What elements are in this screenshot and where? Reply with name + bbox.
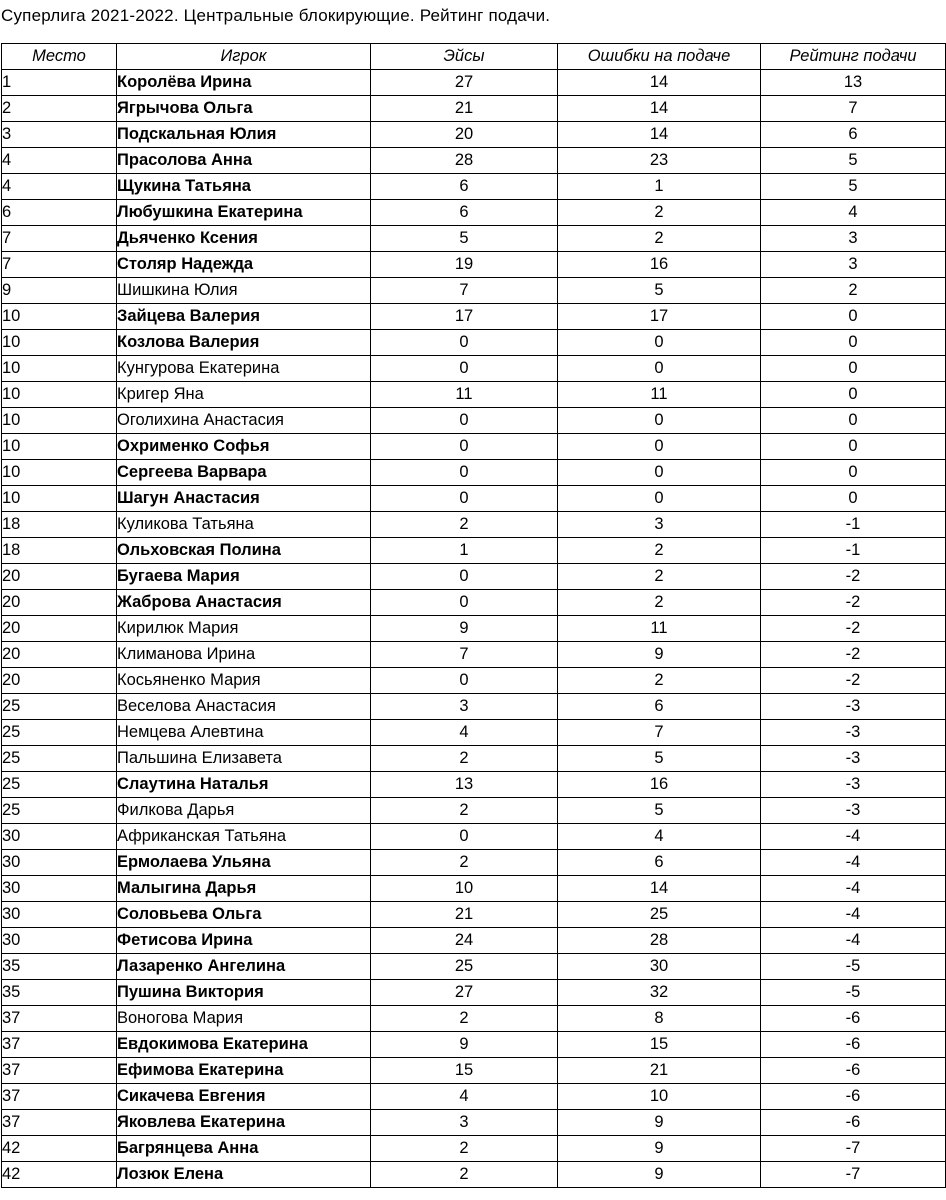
cell-place: 30 xyxy=(2,876,117,902)
cell-serve-errors: 0 xyxy=(558,356,761,382)
table-row xyxy=(2,720,946,746)
table-body xyxy=(2,70,946,1188)
table-row xyxy=(2,538,946,564)
table-row xyxy=(2,174,946,200)
cell-aces: 6 xyxy=(371,174,558,200)
table-row xyxy=(2,824,946,850)
cell-player-name: Кунгурова Екатерина xyxy=(117,356,371,382)
cell-player-name: Кирилюк Мария xyxy=(117,616,371,642)
cell-serve-errors: 9 xyxy=(558,1162,761,1188)
cell-serve-errors: 11 xyxy=(558,382,761,408)
cell-player-name: Козлова Валерия xyxy=(117,330,371,356)
cell-aces: 2 xyxy=(371,850,558,876)
cell-aces: 25 xyxy=(371,954,558,980)
cell-serve-errors: 9 xyxy=(558,1110,761,1136)
cell-serve-rating: -4 xyxy=(761,876,946,902)
cell-serve-errors: 14 xyxy=(558,122,761,148)
table-row xyxy=(2,1162,946,1188)
cell-player-name: Зайцева Валерия xyxy=(117,304,371,330)
cell-serve-errors: 0 xyxy=(558,460,761,486)
table-row xyxy=(2,148,946,174)
cell-serve-rating: 2 xyxy=(761,278,946,304)
cell-place: 37 xyxy=(2,1006,117,1032)
cell-serve-rating: -2 xyxy=(761,564,946,590)
table-row xyxy=(2,694,946,720)
cell-place: 10 xyxy=(2,356,117,382)
cell-serve-rating: -1 xyxy=(761,512,946,538)
table-row xyxy=(2,1006,946,1032)
cell-place: 18 xyxy=(2,538,117,564)
cell-serve-rating: 4 xyxy=(761,200,946,226)
cell-place: 37 xyxy=(2,1032,117,1058)
table-row xyxy=(2,356,946,382)
cell-aces: 0 xyxy=(371,330,558,356)
cell-serve-rating: 7 xyxy=(761,96,946,122)
cell-place: 10 xyxy=(2,460,117,486)
cell-serve-rating: -2 xyxy=(761,590,946,616)
cell-serve-rating: -3 xyxy=(761,720,946,746)
cell-place: 42 xyxy=(2,1136,117,1162)
header-row xyxy=(2,44,946,70)
table-row xyxy=(2,798,946,824)
cell-serve-errors: 3 xyxy=(558,512,761,538)
cell-serve-rating: -2 xyxy=(761,616,946,642)
cell-place: 7 xyxy=(2,226,117,252)
cell-aces: 2 xyxy=(371,746,558,772)
cell-serve-rating: 0 xyxy=(761,304,946,330)
cell-player-name: Оголихина Анастасия xyxy=(117,408,371,434)
cell-serve-rating: 6 xyxy=(761,122,946,148)
cell-serve-errors: 14 xyxy=(558,876,761,902)
cell-aces: 0 xyxy=(371,434,558,460)
cell-serve-rating: -2 xyxy=(761,668,946,694)
cell-serve-rating: 0 xyxy=(761,382,946,408)
cell-aces: 2 xyxy=(371,1136,558,1162)
table-row xyxy=(2,590,946,616)
cell-place: 42 xyxy=(2,1162,117,1188)
cell-serve-rating: -3 xyxy=(761,746,946,772)
cell-serve-errors: 14 xyxy=(558,70,761,96)
column-header-player: Игрок xyxy=(117,44,371,70)
cell-serve-rating: 0 xyxy=(761,460,946,486)
cell-serve-errors: 6 xyxy=(558,694,761,720)
cell-serve-errors: 16 xyxy=(558,252,761,278)
table-row xyxy=(2,226,946,252)
cell-aces: 0 xyxy=(371,408,558,434)
table-row xyxy=(2,850,946,876)
cell-serve-rating: -6 xyxy=(761,1032,946,1058)
cell-aces: 0 xyxy=(371,590,558,616)
cell-player-name: Соловьева Ольга xyxy=(117,902,371,928)
table-row xyxy=(2,252,946,278)
cell-place: 35 xyxy=(2,980,117,1006)
cell-player-name: Яковлева Екатерина xyxy=(117,1110,371,1136)
cell-serve-errors: 0 xyxy=(558,408,761,434)
table-row xyxy=(2,954,946,980)
cell-place: 20 xyxy=(2,590,117,616)
cell-player-name: Кригер Яна xyxy=(117,382,371,408)
cell-serve-rating: 0 xyxy=(761,408,946,434)
cell-place: 30 xyxy=(2,902,117,928)
cell-aces: 4 xyxy=(371,1084,558,1110)
cell-place: 25 xyxy=(2,694,117,720)
table-row xyxy=(2,460,946,486)
cell-player-name: Ермолаева Ульяна xyxy=(117,850,371,876)
table-row xyxy=(2,902,946,928)
cell-aces: 21 xyxy=(371,96,558,122)
cell-player-name: Сикачева Евгения xyxy=(117,1084,371,1110)
cell-serve-errors: 5 xyxy=(558,746,761,772)
cell-player-name: Щукина Татьяна xyxy=(117,174,371,200)
cell-serve-errors: 32 xyxy=(558,980,761,1006)
cell-serve-rating: -6 xyxy=(761,1058,946,1084)
cell-serve-errors: 2 xyxy=(558,538,761,564)
cell-serve-errors: 5 xyxy=(558,798,761,824)
table-row xyxy=(2,642,946,668)
cell-player-name: Любушкина Екатерина xyxy=(117,200,371,226)
cell-serve-rating: -7 xyxy=(761,1162,946,1188)
cell-player-name: Жаброва Анастасия xyxy=(117,590,371,616)
cell-player-name: Лазаренко Ангелина xyxy=(117,954,371,980)
cell-place: 10 xyxy=(2,382,117,408)
table-row xyxy=(2,1110,946,1136)
cell-player-name: Ефимова Екатерина xyxy=(117,1058,371,1084)
cell-serve-errors: 6 xyxy=(558,850,761,876)
cell-player-name: Ольховская Полина xyxy=(117,538,371,564)
cell-aces: 0 xyxy=(371,486,558,512)
column-header-place: Место xyxy=(2,44,117,70)
cell-serve-rating: 5 xyxy=(761,174,946,200)
cell-serve-errors: 25 xyxy=(558,902,761,928)
cell-serve-rating: -6 xyxy=(761,1084,946,1110)
cell-serve-errors: 2 xyxy=(558,200,761,226)
table-header xyxy=(2,44,946,70)
cell-serve-rating: 13 xyxy=(761,70,946,96)
cell-aces: 0 xyxy=(371,668,558,694)
table-row xyxy=(2,928,946,954)
cell-place: 18 xyxy=(2,512,117,538)
cell-serve-errors: 4 xyxy=(558,824,761,850)
cell-serve-errors: 21 xyxy=(558,1058,761,1084)
cell-place: 37 xyxy=(2,1110,117,1136)
cell-serve-rating: -2 xyxy=(761,642,946,668)
serve-rating-table xyxy=(1,43,946,1188)
cell-serve-rating: -6 xyxy=(761,1006,946,1032)
cell-serve-errors: 28 xyxy=(558,928,761,954)
cell-place: 4 xyxy=(2,174,117,200)
cell-player-name: Немцева Алевтина xyxy=(117,720,371,746)
cell-serve-rating: -3 xyxy=(761,694,946,720)
cell-serve-rating: -4 xyxy=(761,928,946,954)
cell-aces: 15 xyxy=(371,1058,558,1084)
cell-serve-errors: 8 xyxy=(558,1006,761,1032)
cell-serve-errors: 7 xyxy=(558,720,761,746)
cell-serve-errors: 10 xyxy=(558,1084,761,1110)
cell-serve-errors: 17 xyxy=(558,304,761,330)
cell-serve-rating: 0 xyxy=(761,356,946,382)
cell-place: 20 xyxy=(2,642,117,668)
cell-serve-errors: 0 xyxy=(558,434,761,460)
cell-serve-rating: -5 xyxy=(761,980,946,1006)
cell-player-name: Бугаева Мария xyxy=(117,564,371,590)
cell-aces: 4 xyxy=(371,720,558,746)
cell-serve-rating: -4 xyxy=(761,902,946,928)
cell-serve-rating: -4 xyxy=(761,850,946,876)
cell-place: 7 xyxy=(2,252,117,278)
cell-place: 10 xyxy=(2,486,117,512)
cell-aces: 27 xyxy=(371,70,558,96)
cell-serve-rating: 0 xyxy=(761,330,946,356)
cell-place: 9 xyxy=(2,278,117,304)
cell-player-name: Королёва Ирина xyxy=(117,70,371,96)
cell-player-name: Евдокимова Екатерина xyxy=(117,1032,371,1058)
cell-aces: 20 xyxy=(371,122,558,148)
cell-player-name: Фетисова Ирина xyxy=(117,928,371,954)
page-title: Суперлига 2021-2022. Центральные блокирующие. Рейтинг подачи. xyxy=(1,6,551,25)
column-header-serve-errors: Ошибки на подаче xyxy=(558,44,761,70)
cell-place: 25 xyxy=(2,798,117,824)
cell-aces: 13 xyxy=(371,772,558,798)
cell-aces: 0 xyxy=(371,824,558,850)
cell-serve-errors: 2 xyxy=(558,668,761,694)
cell-aces: 3 xyxy=(371,1110,558,1136)
table-row xyxy=(2,512,946,538)
cell-aces: 6 xyxy=(371,200,558,226)
cell-place: 10 xyxy=(2,408,117,434)
cell-place: 25 xyxy=(2,772,117,798)
table-row xyxy=(2,70,946,96)
cell-player-name: Столяр Надежда xyxy=(117,252,371,278)
table-row xyxy=(2,1032,946,1058)
cell-player-name: Прасолова Анна xyxy=(117,148,371,174)
cell-serve-errors: 2 xyxy=(558,590,761,616)
cell-place: 25 xyxy=(2,746,117,772)
cell-place: 3 xyxy=(2,122,117,148)
table-row xyxy=(2,382,946,408)
cell-aces: 0 xyxy=(371,356,558,382)
table-row xyxy=(2,668,946,694)
cell-aces: 7 xyxy=(371,642,558,668)
cell-place: 35 xyxy=(2,954,117,980)
table-row xyxy=(2,278,946,304)
cell-aces: 0 xyxy=(371,460,558,486)
table-row xyxy=(2,122,946,148)
cell-serve-errors: 23 xyxy=(558,148,761,174)
cell-serve-rating: 0 xyxy=(761,434,946,460)
cell-serve-errors: 9 xyxy=(558,1136,761,1162)
cell-player-name: Веселова Анастасия xyxy=(117,694,371,720)
cell-aces: 0 xyxy=(371,564,558,590)
cell-player-name: Воногова Мария xyxy=(117,1006,371,1032)
table-row xyxy=(2,980,946,1006)
cell-place: 20 xyxy=(2,564,117,590)
cell-serve-rating: -6 xyxy=(761,1110,946,1136)
cell-serve-rating: -1 xyxy=(761,538,946,564)
column-header-aces: Эйсы xyxy=(371,44,558,70)
table-row xyxy=(2,408,946,434)
cell-serve-errors: 5 xyxy=(558,278,761,304)
cell-serve-errors: 0 xyxy=(558,330,761,356)
cell-place: 2 xyxy=(2,96,117,122)
cell-aces: 1 xyxy=(371,538,558,564)
cell-player-name: Ягрычова Ольга xyxy=(117,96,371,122)
cell-player-name: Слаутина Наталья xyxy=(117,772,371,798)
cell-player-name: Охрименко Софья xyxy=(117,434,371,460)
cell-serve-errors: 30 xyxy=(558,954,761,980)
table-row xyxy=(2,486,946,512)
table-row xyxy=(2,330,946,356)
cell-aces: 28 xyxy=(371,148,558,174)
table-row xyxy=(2,876,946,902)
cell-aces: 2 xyxy=(371,512,558,538)
cell-aces: 5 xyxy=(371,226,558,252)
cell-serve-errors: 11 xyxy=(558,616,761,642)
cell-aces: 21 xyxy=(371,902,558,928)
cell-player-name: Косьяненко Мария xyxy=(117,668,371,694)
cell-place: 4 xyxy=(2,148,117,174)
table-row xyxy=(2,1084,946,1110)
cell-player-name: Филкова Дарья xyxy=(117,798,371,824)
table-row xyxy=(2,96,946,122)
cell-aces: 9 xyxy=(371,616,558,642)
cell-aces: 3 xyxy=(371,694,558,720)
cell-serve-rating: 3 xyxy=(761,252,946,278)
cell-serve-rating: 3 xyxy=(761,226,946,252)
cell-serve-errors: 9 xyxy=(558,642,761,668)
cell-place: 20 xyxy=(2,616,117,642)
cell-player-name: Багрянцева Анна xyxy=(117,1136,371,1162)
table-row xyxy=(2,200,946,226)
cell-player-name: Пальшина Елизавета xyxy=(117,746,371,772)
cell-place: 10 xyxy=(2,304,117,330)
cell-aces: 11 xyxy=(371,382,558,408)
cell-serve-errors: 2 xyxy=(558,564,761,590)
cell-aces: 7 xyxy=(371,278,558,304)
cell-player-name: Шагун Анастасия xyxy=(117,486,371,512)
cell-player-name: Сергеева Варвара xyxy=(117,460,371,486)
cell-aces: 27 xyxy=(371,980,558,1006)
cell-serve-errors: 14 xyxy=(558,96,761,122)
cell-aces: 2 xyxy=(371,1006,558,1032)
cell-place: 10 xyxy=(2,330,117,356)
cell-aces: 19 xyxy=(371,252,558,278)
cell-player-name: Малыгина Дарья xyxy=(117,876,371,902)
cell-player-name: Пушина Виктория xyxy=(117,980,371,1006)
table-row xyxy=(2,1058,946,1084)
cell-place: 20 xyxy=(2,668,117,694)
cell-serve-rating: 5 xyxy=(761,148,946,174)
cell-place: 30 xyxy=(2,928,117,954)
cell-player-name: Лозюк Елена xyxy=(117,1162,371,1188)
cell-player-name: Климанова Ирина xyxy=(117,642,371,668)
cell-aces: 10 xyxy=(371,876,558,902)
cell-serve-errors: 0 xyxy=(558,486,761,512)
cell-aces: 2 xyxy=(371,798,558,824)
cell-player-name: Дьяченко Ксения xyxy=(117,226,371,252)
cell-place: 30 xyxy=(2,850,117,876)
cell-place: 30 xyxy=(2,824,117,850)
table-row xyxy=(2,564,946,590)
table-row xyxy=(2,1136,946,1162)
cell-aces: 17 xyxy=(371,304,558,330)
cell-place: 25 xyxy=(2,720,117,746)
cell-serve-rating: -5 xyxy=(761,954,946,980)
cell-serve-rating: -7 xyxy=(761,1136,946,1162)
cell-aces: 2 xyxy=(371,1162,558,1188)
cell-place: 1 xyxy=(2,70,117,96)
cell-place: 37 xyxy=(2,1058,117,1084)
cell-serve-errors: 2 xyxy=(558,226,761,252)
cell-place: 37 xyxy=(2,1084,117,1110)
cell-player-name: Африканская Татьяна xyxy=(117,824,371,850)
cell-aces: 9 xyxy=(371,1032,558,1058)
cell-player-name: Подскальная Юлия xyxy=(117,122,371,148)
table-row xyxy=(2,304,946,330)
cell-place: 10 xyxy=(2,434,117,460)
cell-aces: 24 xyxy=(371,928,558,954)
cell-serve-errors: 15 xyxy=(558,1032,761,1058)
cell-player-name: Шишкина Юлия xyxy=(117,278,371,304)
cell-place: 6 xyxy=(2,200,117,226)
column-header-serve-rating: Рейтинг подачи xyxy=(761,44,946,70)
table-row xyxy=(2,772,946,798)
cell-serve-rating: -3 xyxy=(761,798,946,824)
cell-serve-errors: 16 xyxy=(558,772,761,798)
table-row xyxy=(2,616,946,642)
table-row xyxy=(2,434,946,460)
cell-serve-errors: 1 xyxy=(558,174,761,200)
cell-serve-rating: 0 xyxy=(761,486,946,512)
cell-player-name: Куликова Татьяна xyxy=(117,512,371,538)
cell-serve-rating: -3 xyxy=(761,772,946,798)
table-row xyxy=(2,746,946,772)
cell-serve-rating: -4 xyxy=(761,824,946,850)
